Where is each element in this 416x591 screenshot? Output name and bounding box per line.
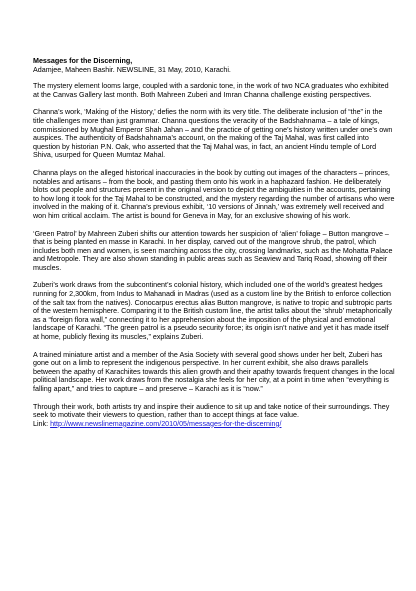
source-link-row <box>33 420 395 429</box>
paragraph-green-patrol: ‘Green Patrol’ by Mahreen Zuberi shifts our attention towards her suspicion of ‘alien’ foliage – Button mangrove – that is being planted en masse in Karachi. In her display, carved out of the mangrove shrub, the patrol, which includes both men and women, is seen marching across the city, crossing landmarks, such as the Mohatta Palace and Metropole. They are also shown standing in public areas such as Seaview and Tariq Road, showing off their muscles. <box>33 229 393 272</box>
article <box>33 57 395 428</box>
paragraph-zuberi-perspective: A trained miniature artist and a member of the Asia Society with several good shows under her belt, Zuberi has gone out on a limb to represent the indigenous perspective. In her current exhibit, she also draws parallels between the apathy of Karachiites towards this alien growth and their apathy towards frequent changes in the local political landscape. Her work draws from the nostalgia she feels for her city, at a point in time when “everything is falling apart,” and tries to capture – and preserve – Karachi as it is “now.” <box>33 350 395 393</box>
source-link-label: Link: <box>33 419 51 428</box>
article-title: Messages for the Discerning, <box>33 57 133 65</box>
article-byline: Adamjee, Maheen Bashir. NEWSLINE, 31 May, 2010, Karachi. <box>33 65 231 74</box>
source-link[interactable]: http://www.newslinemagazine.com/2010/05/messages-for-the-discerning/ <box>50 419 282 428</box>
paragraph-channa-history: Channa’s work, ‘Making of the History,’ defies the norm with its very title. The deliberate inclusion of “the” in the title challenges more than just grammar. Channa questions the veracity of the Badshahnama – a tale of kings, commissioned by Mughal Emperor Shah Jahan – and the practice of getting one’s history written under one’s own auspices. The authenticity of Badshahnama’s account, on the making of the Taj Mahal, was first called into question by historian P.N. Oak, who asserted that the Taj Mahal was, in fact, an ancient Hindu temple of Lord Shiva, usurped for Queen Mumtaz Mahal. <box>33 108 393 160</box>
paragraph-channa-technique: Channa plays on the alleged historical inaccuracies in the book by cutting out images of the characters – princes, notables and artisans – from the book, and pasting them onto his work in a haphazard fashion. He deliberately blots out people and structures present in the original version to depict the ambiguities in the accounts, pertaining to how long it took for the Taj Mahal to be constructed, and the mystery regarding the number of artisans who were involved in the making of it. Channa’s previous exhibit, ‘10 versions of Jinnah,’ was extremely well received and won him critical acclaim. The artist is bound for Geneva in May, for an exclusive showing of his work. <box>33 168 395 220</box>
paragraph-intro: The mystery element looms large, coupled with a sardonic tone, in the work of two NCA graduates who exhibited at the Canvas Gallery last month. Both Mahreen Zuberi and Imran Channa challenge existing perspectives. <box>33 82 389 99</box>
paragraph-zuberi-history: Zuberi’s work draws from the subcontinent’s colonial history, which included one of the world’s greatest hedges running for 2,300km, from Indus to Mahanadi in Madras (used as a custom line by the British to enforce collection of the salt tax from the natives). Conocarpus erectus alias Button mangrove, is native to tropic and subtropic parts of the western hemisphere. Comparing it to the British custom line, the artist talks about the ‘shrub’ metaphorically as a “foreign flora wall,” connecting it to her apprehension about the imposition of the physical and emotional landscape of Karachi. “The green patrol is a pseudo security force; its origin isn’t native and yet it has made itself at home, publicly flexing its muscles,” explains Zuberi. <box>33 281 392 342</box>
paragraph-conclusion: Through their work, both artists try and inspire their audience to sit up and take notice of their surroundings. They seek to motivate their viewers to question, rather than to accept things at face value. <box>33 402 390 420</box>
